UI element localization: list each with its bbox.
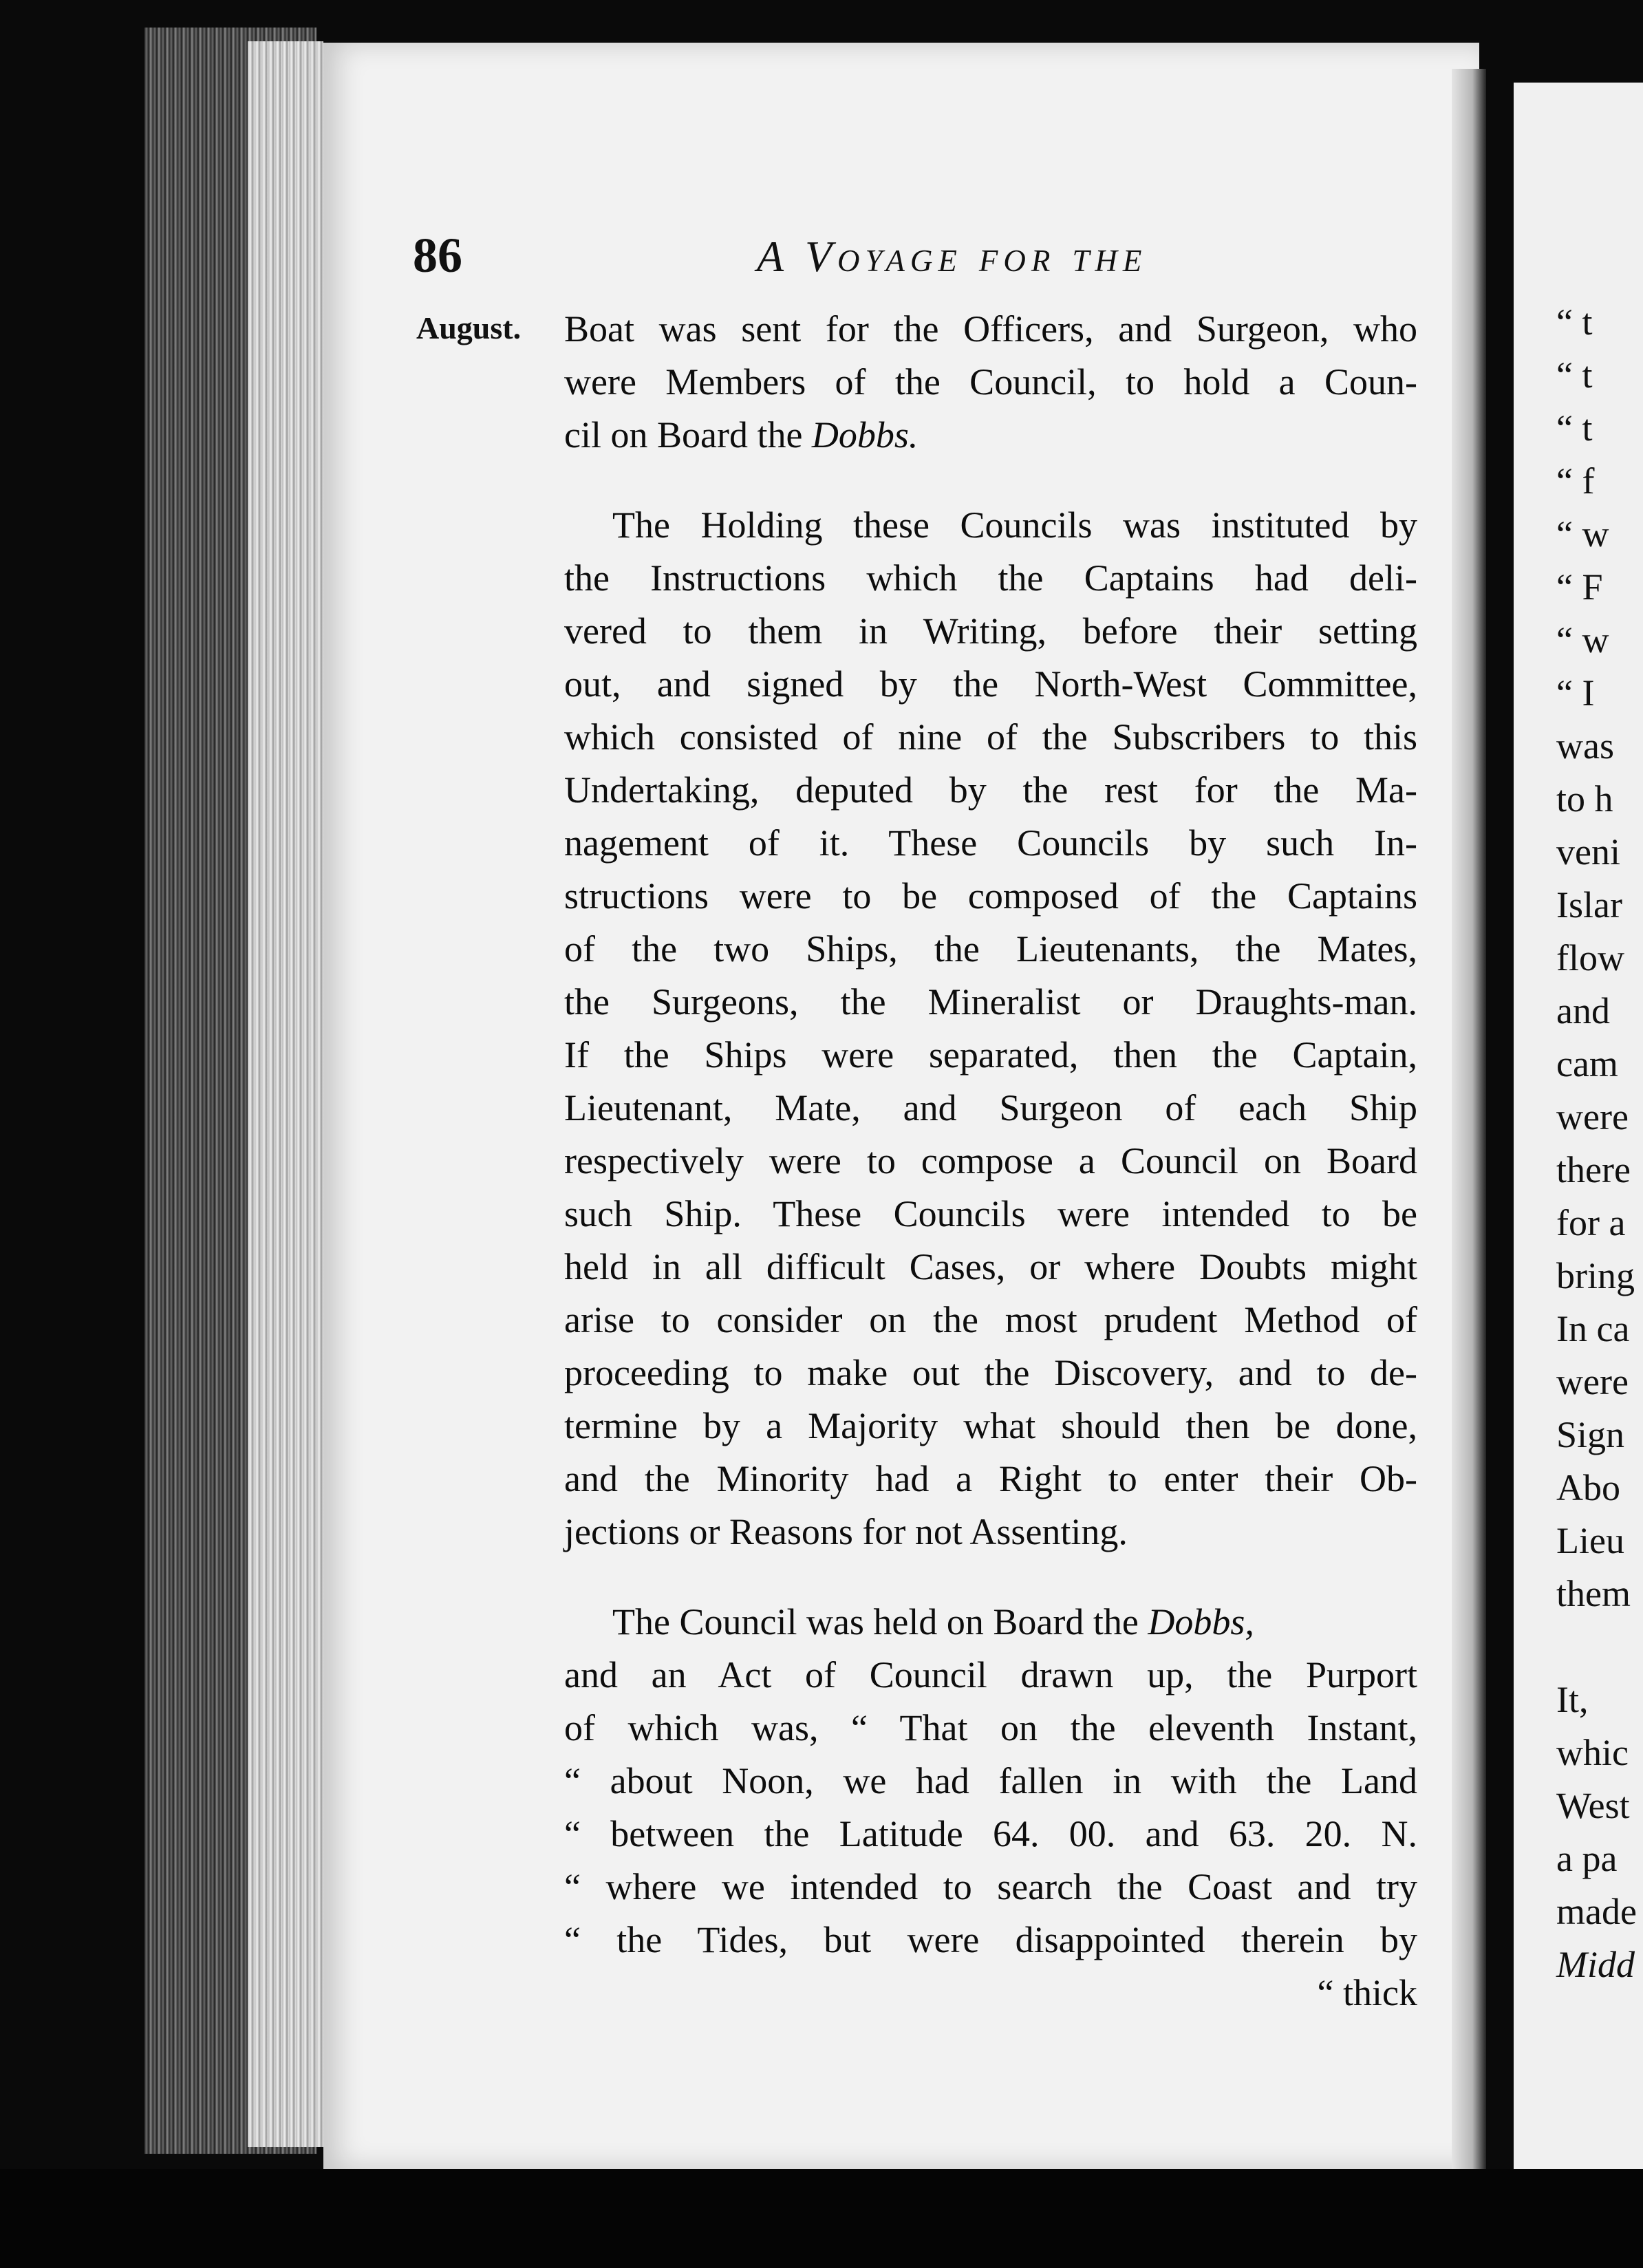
text-line: arise to consider on the most prudent Method of (564, 1299, 1417, 1340)
text-line: the Instructions which the Captains had deli- (564, 557, 1417, 599)
facing-line: “ I (1556, 672, 1595, 714)
text-line: the Surgeons, the Mineralist or Draughts-man. (564, 981, 1417, 1023)
book-gutter (1452, 69, 1486, 2174)
text-line: jections or Reasons for not Assenting. (564, 1511, 1128, 1552)
facing-line: were (1556, 1096, 1629, 1137)
facing-line: and (1556, 990, 1610, 1031)
text-line: vered to them in Writing, before their setting (564, 610, 1417, 652)
scan-background (0, 2169, 1643, 2268)
facing-line: Islar (1556, 884, 1622, 926)
facing-line: there (1556, 1149, 1631, 1190)
text-line: such Ship. These Councils were intended to be (564, 1193, 1417, 1234)
facing-line: “ f (1556, 460, 1595, 502)
facing-gap (1556, 1620, 1637, 1673)
facing-line: “ F (1556, 566, 1603, 608)
facing-line: flow (1556, 937, 1624, 978)
facing-line: whic (1556, 1732, 1629, 1773)
text-line: termine by a Majority what should then be done, (564, 1405, 1417, 1446)
text-span: cil on Board the (564, 414, 812, 456)
facing-line: Sign (1556, 1414, 1625, 1455)
text-line: and the Minority had a Right to enter their Ob- (564, 1458, 1417, 1499)
facing-line: cam (1556, 1043, 1618, 1084)
text-line: If the Ships were separated, then the Captain, (564, 1034, 1417, 1076)
text-line (564, 409, 1417, 462)
text-line: which consisted of nine of the Subscribers to this (564, 716, 1417, 758)
margin-note-date: August. (416, 310, 522, 345)
page-number: 86 (413, 228, 462, 283)
facing-page-text (1556, 296, 1637, 1991)
text-line: “ where we intended to search the Coast and try (564, 1866, 1417, 1907)
facing-line: “ t (1556, 407, 1593, 449)
text-line: held in all difficult Cases, or where Doubts might (564, 1246, 1417, 1287)
text-line: “ about Noon, we had fallen in with the Land (564, 1760, 1417, 1801)
text-line (564, 1596, 1417, 1649)
facing-line: In ca (1556, 1308, 1630, 1349)
text-line: respectively were to compose a Council on Board (564, 1140, 1417, 1181)
ship-name: Dobbs. (811, 414, 919, 456)
facing-line: Abo (1556, 1467, 1620, 1508)
facing-line: “ t (1556, 301, 1593, 343)
facing-line: them (1556, 1573, 1631, 1614)
facing-line: It, (1556, 1679, 1589, 1720)
text-line: “ the Tides, but were disappointed therein by (564, 1919, 1417, 1960)
book-page-stack (248, 41, 323, 2147)
text-line: “ between the Latitude 64. 00. and 63. 20. N. (564, 1813, 1417, 1854)
facing-line: veni (1556, 831, 1620, 873)
facing-line: Midd (1556, 1944, 1635, 1985)
catchword: “ thick (1317, 1972, 1417, 2013)
facing-line: made (1556, 1891, 1637, 1932)
text-line: Boat was sent for the Officers, and Surgeon, who (564, 308, 1417, 350)
text-line: structions were to be composed of the Captains (564, 875, 1417, 917)
text-line: Undertaking, deputed by the rest for the Ma- (564, 769, 1417, 811)
text-line: Lieutenant, Mate, and Surgeon of each Ship (564, 1087, 1417, 1128)
text-line: proceeding to make out the Discovery, and to de- (564, 1352, 1417, 1393)
facing-line: were (1556, 1361, 1629, 1402)
text-line: nagement of it. These Councils by such In- (564, 822, 1417, 864)
facing-line: West (1556, 1785, 1630, 1826)
ship-name: Dobbs, (1148, 1601, 1254, 1643)
text-line: out, and signed by the North-West Committee, (564, 663, 1417, 705)
facing-line: for a (1556, 1202, 1626, 1243)
facing-line: “ w (1556, 619, 1609, 661)
facing-line: was (1556, 725, 1614, 767)
facing-line: “ t (1556, 354, 1593, 396)
paragraph-gap (564, 1559, 1417, 1596)
facing-line: to h (1556, 778, 1613, 820)
running-head (413, 227, 1410, 289)
facing-line: Lieu (1556, 1520, 1624, 1561)
running-title: A Voyage for the (757, 232, 1148, 281)
paragraph-gap (564, 462, 1417, 499)
text-line: and an Act of Council drawn up, the Purport (564, 1654, 1417, 1695)
text-line: were Members of the Council, to hold a Coun- (564, 361, 1417, 403)
text-line: The Holding these Councils was instituted by (612, 504, 1417, 546)
body-text (564, 303, 1417, 2020)
facing-line: a pa (1556, 1838, 1618, 1879)
text-line: of the two Ships, the Lieutenants, the Mates, (564, 928, 1417, 970)
facing-line: “ w (1556, 513, 1609, 555)
facing-line: bring (1556, 1255, 1635, 1296)
text-span: The Council was held on Board the (612, 1601, 1148, 1643)
text-line: of which was, “ That on the eleventh Instant, (564, 1707, 1417, 1748)
